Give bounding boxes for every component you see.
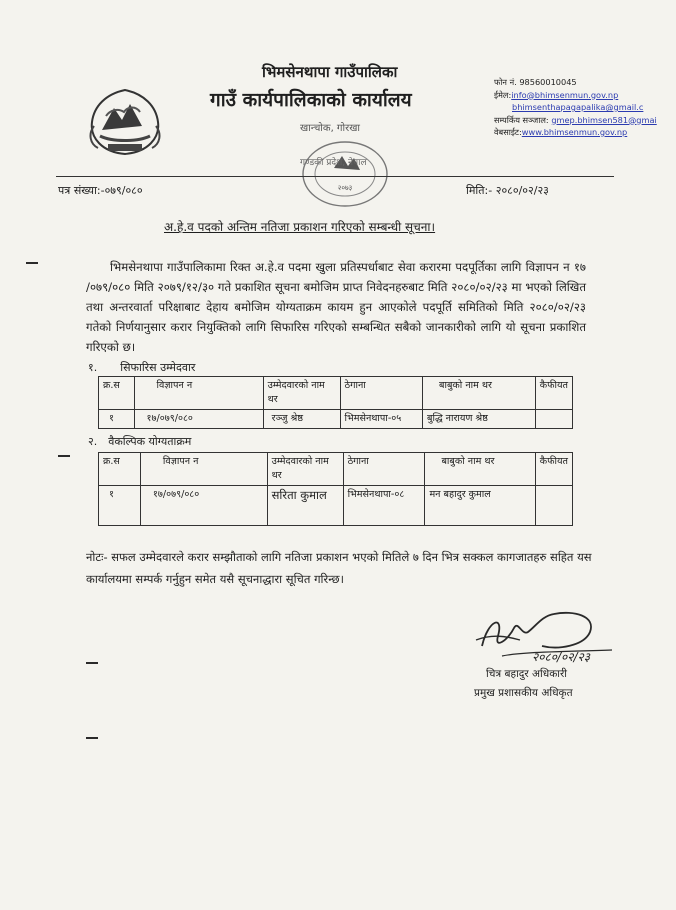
notice-body — [86, 257, 586, 357]
cell-serial: १ — [99, 486, 141, 526]
cell-candidate-name: रञ्जु श्रेष्ठ — [263, 410, 340, 429]
signer-name: चित्र बहादुर अधिकारी — [486, 668, 568, 680]
cell-remarks — [535, 410, 572, 429]
contact-email-line — [494, 89, 657, 102]
contact-email-line-2 — [494, 101, 657, 114]
cell-address: भिमसेनथापा-०८ — [343, 486, 425, 526]
contact-email-label: ईमेल: — [494, 89, 512, 100]
cell-address: भिमसेनथापा-०५ — [340, 410, 422, 429]
contact-email-link-2[interactable]: bhimsenthapagapalika@gmail.c — [512, 102, 644, 112]
cell-father-name: मन बहादुर कुमाल — [425, 486, 535, 526]
contact-email-link[interactable]: info@bhimsenmun.gov.np — [511, 89, 619, 100]
table-header-row — [99, 377, 573, 410]
section2-title: वैकल्पिक योग्यताक्रम — [108, 435, 192, 448]
contact-block — [494, 76, 657, 139]
org-name: भिमसेनथापा गाउँपालिका — [262, 63, 398, 81]
signature-date: २०८०/०२/२३ — [532, 650, 591, 664]
col-candidate-name: उम्मेदवारको नाम थर — [263, 377, 340, 410]
col-address: ठेगाना — [340, 377, 422, 410]
contact-website-link[interactable]: www.bhimsenmun.gov.np — [521, 127, 628, 137]
cell-remarks — [535, 486, 572, 526]
office-name: गाउँ कार्यपालिकाको कार्यालय — [210, 89, 412, 111]
col-serial: क्र.स — [99, 453, 141, 486]
stamp-text: गण्डकी प्रदेश, नेपाल — [300, 158, 367, 168]
notice-body-text: भिमसेनथापा गाउँपालिकामा रिक्त अ.हे.व पदमा खुला प्रतिस्पर्धाबाट सेवा करारमा पदपूर्तिका लागि विज्ञापन न १७ /०७९/०८० मिति २०७९/१२/३० गते प्रकाशित सूचना बमोजिम प्राप्त निवेदनहरुबाट मिति २०८०/०२/२३ मा भएको लिखित तथा अन्तरवार्ता परिक्षाबाट देहाय बमोजिम योग्यताक्रम कायम हुन आएकोले पदपूर्ति समितिको मिति २०८०/०२/२३ गतेको निर्णयानुसार करार नियुक्तिको लागि सिफारिस गरिएको सम्बन्धित सबैको जानकारीको लागि यो सूचना प्रकाशित गरिएको छ। — [86, 260, 586, 354]
notice-note: नोटः- सफल उम्मेदवारले करार सम्झौताको लागि नतिजा प्रकाशन भएको मितिले ७ दिन भित्र सक्कल कागजातहरु सहित यस कार्यालयमा सम्पर्क गर्नुहुन समेत यसै सूचनाद्धारा सूचित गरिन्छ। — [86, 550, 592, 586]
contact-website-line — [494, 126, 657, 139]
letter-number: पत्र संख्या:-०७९/०८० — [58, 184, 143, 197]
section1-number: १. — [88, 361, 98, 374]
letter-date: मिति:- २०८०/०२/२३ — [466, 184, 549, 197]
section2-number: २. — [88, 435, 98, 448]
cell-candidate-name: सरिता कुमाल — [267, 486, 343, 526]
table-row — [99, 486, 573, 526]
section1-heading — [88, 360, 195, 375]
cell-ad-no: १७/०७९/०८० — [134, 410, 263, 429]
office-location: खान्चोक, गोरखा — [300, 123, 361, 134]
col-candidate-name: उम्मेदवारको नाम थर — [267, 453, 343, 486]
margin-mark — [58, 455, 70, 457]
section2-heading — [88, 434, 191, 449]
section1-title: सिफारिस उम्मेदवार — [120, 361, 196, 374]
col-father-name: बाबुको नाम थर — [425, 453, 535, 486]
contact-website-label: वेबसाईट: — [494, 127, 522, 137]
contact-social-line — [494, 114, 657, 127]
government-emblem-icon — [84, 86, 166, 158]
alternate-table — [98, 452, 573, 526]
col-ad-no: विज्ञापन न — [134, 377, 263, 410]
col-father-name: बाबुको नाम थर — [422, 377, 535, 410]
col-remarks: कैफीयत — [535, 453, 572, 486]
cell-father-name: बुद्धि नारायण श्रेष्ठ — [422, 410, 535, 429]
col-serial: क्र.स — [99, 377, 135, 410]
margin-mark — [26, 262, 38, 264]
svg-text:२०७३: २०७३ — [337, 184, 353, 192]
signer-designation: प्रमुख प्रशासकीय अधिकृत — [474, 687, 573, 699]
contact-social-link[interactable]: gmep.bhimsen581@gmai — [551, 114, 657, 125]
contact-social-label: सम्पर्किय सञ्जाल: — [494, 114, 549, 125]
margin-mark — [86, 737, 98, 739]
table-row — [99, 410, 573, 429]
contact-phone: फोन नं. 98560010045 — [494, 77, 577, 87]
notice-subject: अ.हे.व पदको अन्तिम नतिजा प्रकाशन गरिएको सम्बन्धी सूचना। — [164, 220, 436, 234]
table-header-row — [99, 453, 573, 486]
cell-ad-no: १७/०७९/०८० — [140, 486, 267, 526]
col-remarks: कैफीयत — [535, 377, 572, 410]
header-divider — [56, 176, 614, 177]
recommended-table — [98, 376, 573, 429]
col-address: ठेगाना — [343, 453, 425, 486]
office-stamp-icon — [298, 138, 392, 210]
cell-serial: १ — [99, 410, 135, 429]
margin-mark — [86, 662, 98, 664]
col-ad-no: विज्ञापन न — [140, 453, 267, 486]
